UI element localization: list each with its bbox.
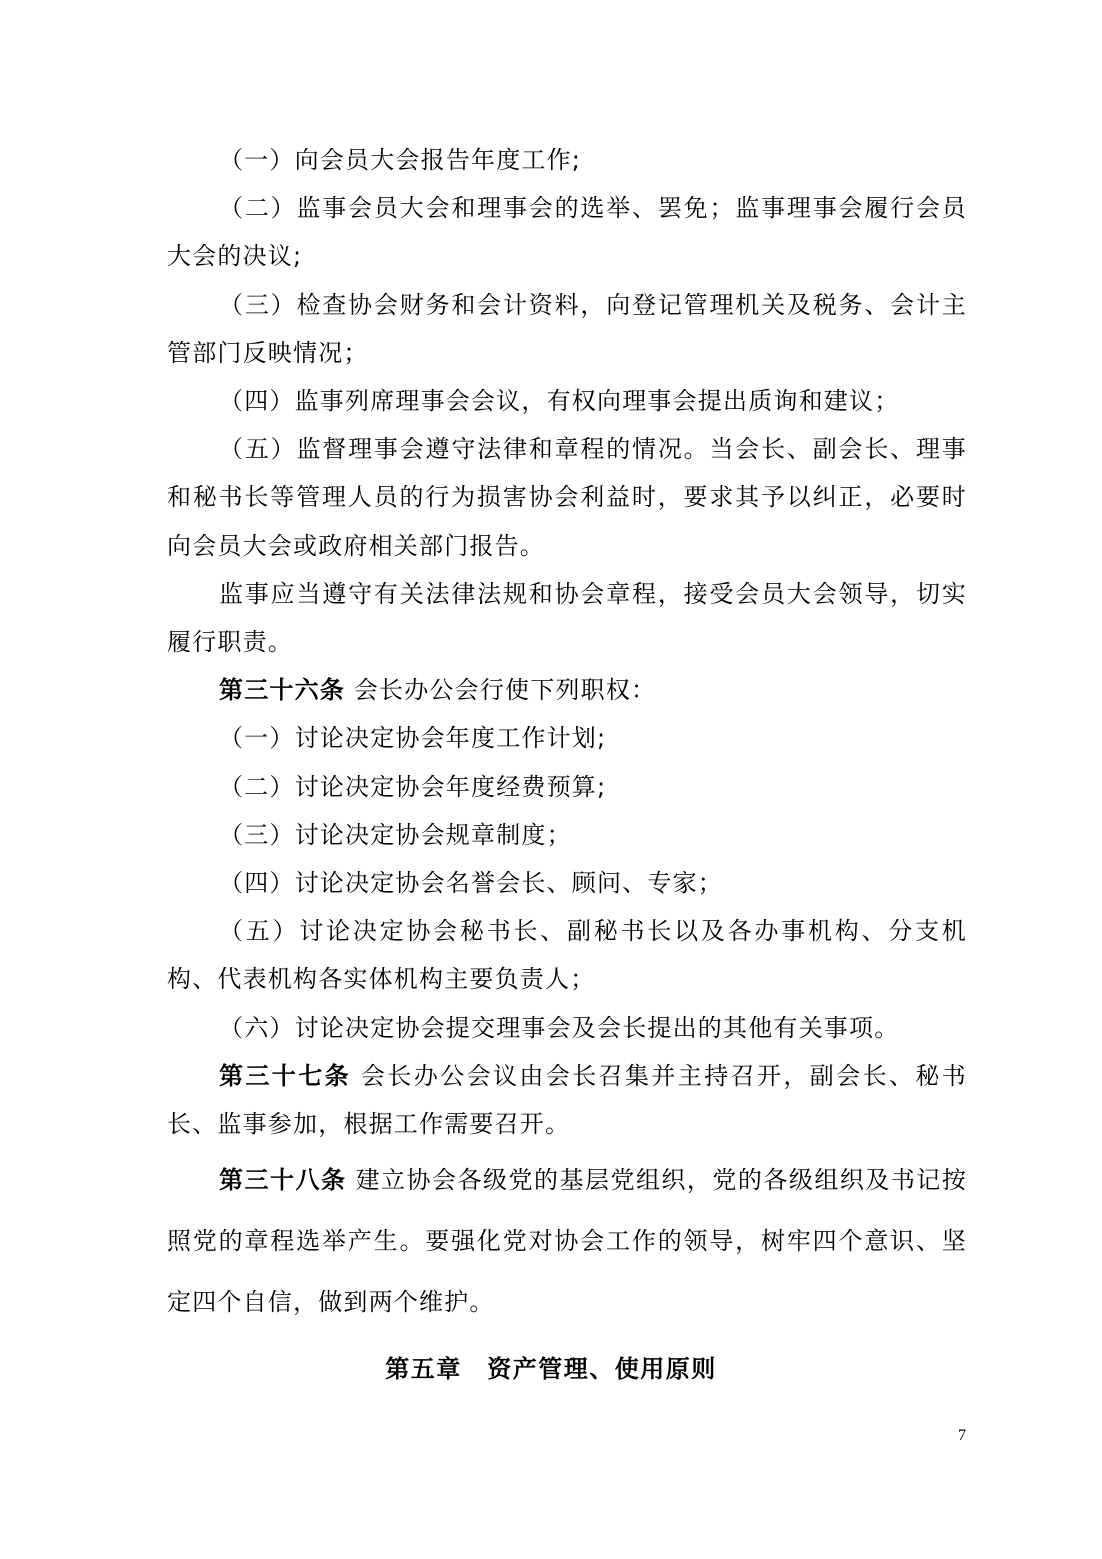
article-37-text: 会长办公会议由会长召集并主持召开，副会长、秘书长、监事参加，根据工作需要召开。 — [167, 1061, 967, 1139]
article-36-item-2: （二）讨论决定协会年度经费预算; — [219, 772, 607, 801]
article-37-label: 第三十七条 — [219, 1061, 351, 1090]
article-36-item-5: （五）讨论决定协会秘书长、副秘书长以及各办事机构、分支机构、代表机构各实体机构主要负责人； — [167, 917, 967, 994]
article-38 — [167, 1150, 967, 1333]
article-36 — [167, 666, 967, 714]
article-36-text: 会长办公会行使下列职权： — [345, 676, 657, 705]
chapter-title: 第五章 资产管理、使用原则 — [385, 1355, 717, 1383]
article-36-item-6: （六）讨论决定协会提交理事会及会长提出的其他有关事项。 — [219, 1013, 900, 1042]
article-36-item-1: （一）讨论决定协会年度工作计划; — [219, 724, 607, 753]
paragraph-supervisor-obligation: 监事应当遵守有关法律法规和协会章程，接受会员大会领导，切实履行职责。 — [167, 579, 967, 657]
page-number: 7 — [958, 1427, 966, 1444]
article-36-item-3: （三）讨论决定协会规章制度； — [219, 820, 572, 849]
article-36-item-4: （四）讨论决定协会名誉会长、顾问、专家； — [219, 869, 723, 898]
paragraph-duty-4: （四）监事列席理事会会议，有权向理事会提出质询和建议； — [219, 387, 900, 416]
paragraph-duty-3: （三）检查协会财务和会计资料，向登记管理机关及税务、会计主管部门反映情况； — [167, 290, 967, 367]
article-37 — [167, 1052, 967, 1148]
article-36-label: 第三十六条 — [219, 676, 345, 705]
article-38-text: 建立协会各级党的基层党组织，党的各级组织及书记按照党的章程选举产生。要强化党对协会工作的领导，树牢四个意识、坚定四个自信，做到两个维护。 — [167, 1166, 967, 1317]
document-body — [167, 136, 967, 1333]
article-38-label: 第三十八条 — [219, 1166, 347, 1195]
paragraph-duty-2: （二）监事会员大会和理事会的选举、罢免；监事理事会履行会员大会的决议; — [167, 194, 967, 271]
paragraph-duty-1: （一）向会员大会报告年度工作; — [219, 146, 582, 174]
paragraph-duty-5: （五）监督理事会遵守法律和章程的情况。当会长、副会长、理事和秘书长等管理人员的行为损害协会利益时，要求其予以纠正，必要时向会员大会或政府相关部门报告。 — [167, 435, 967, 560]
